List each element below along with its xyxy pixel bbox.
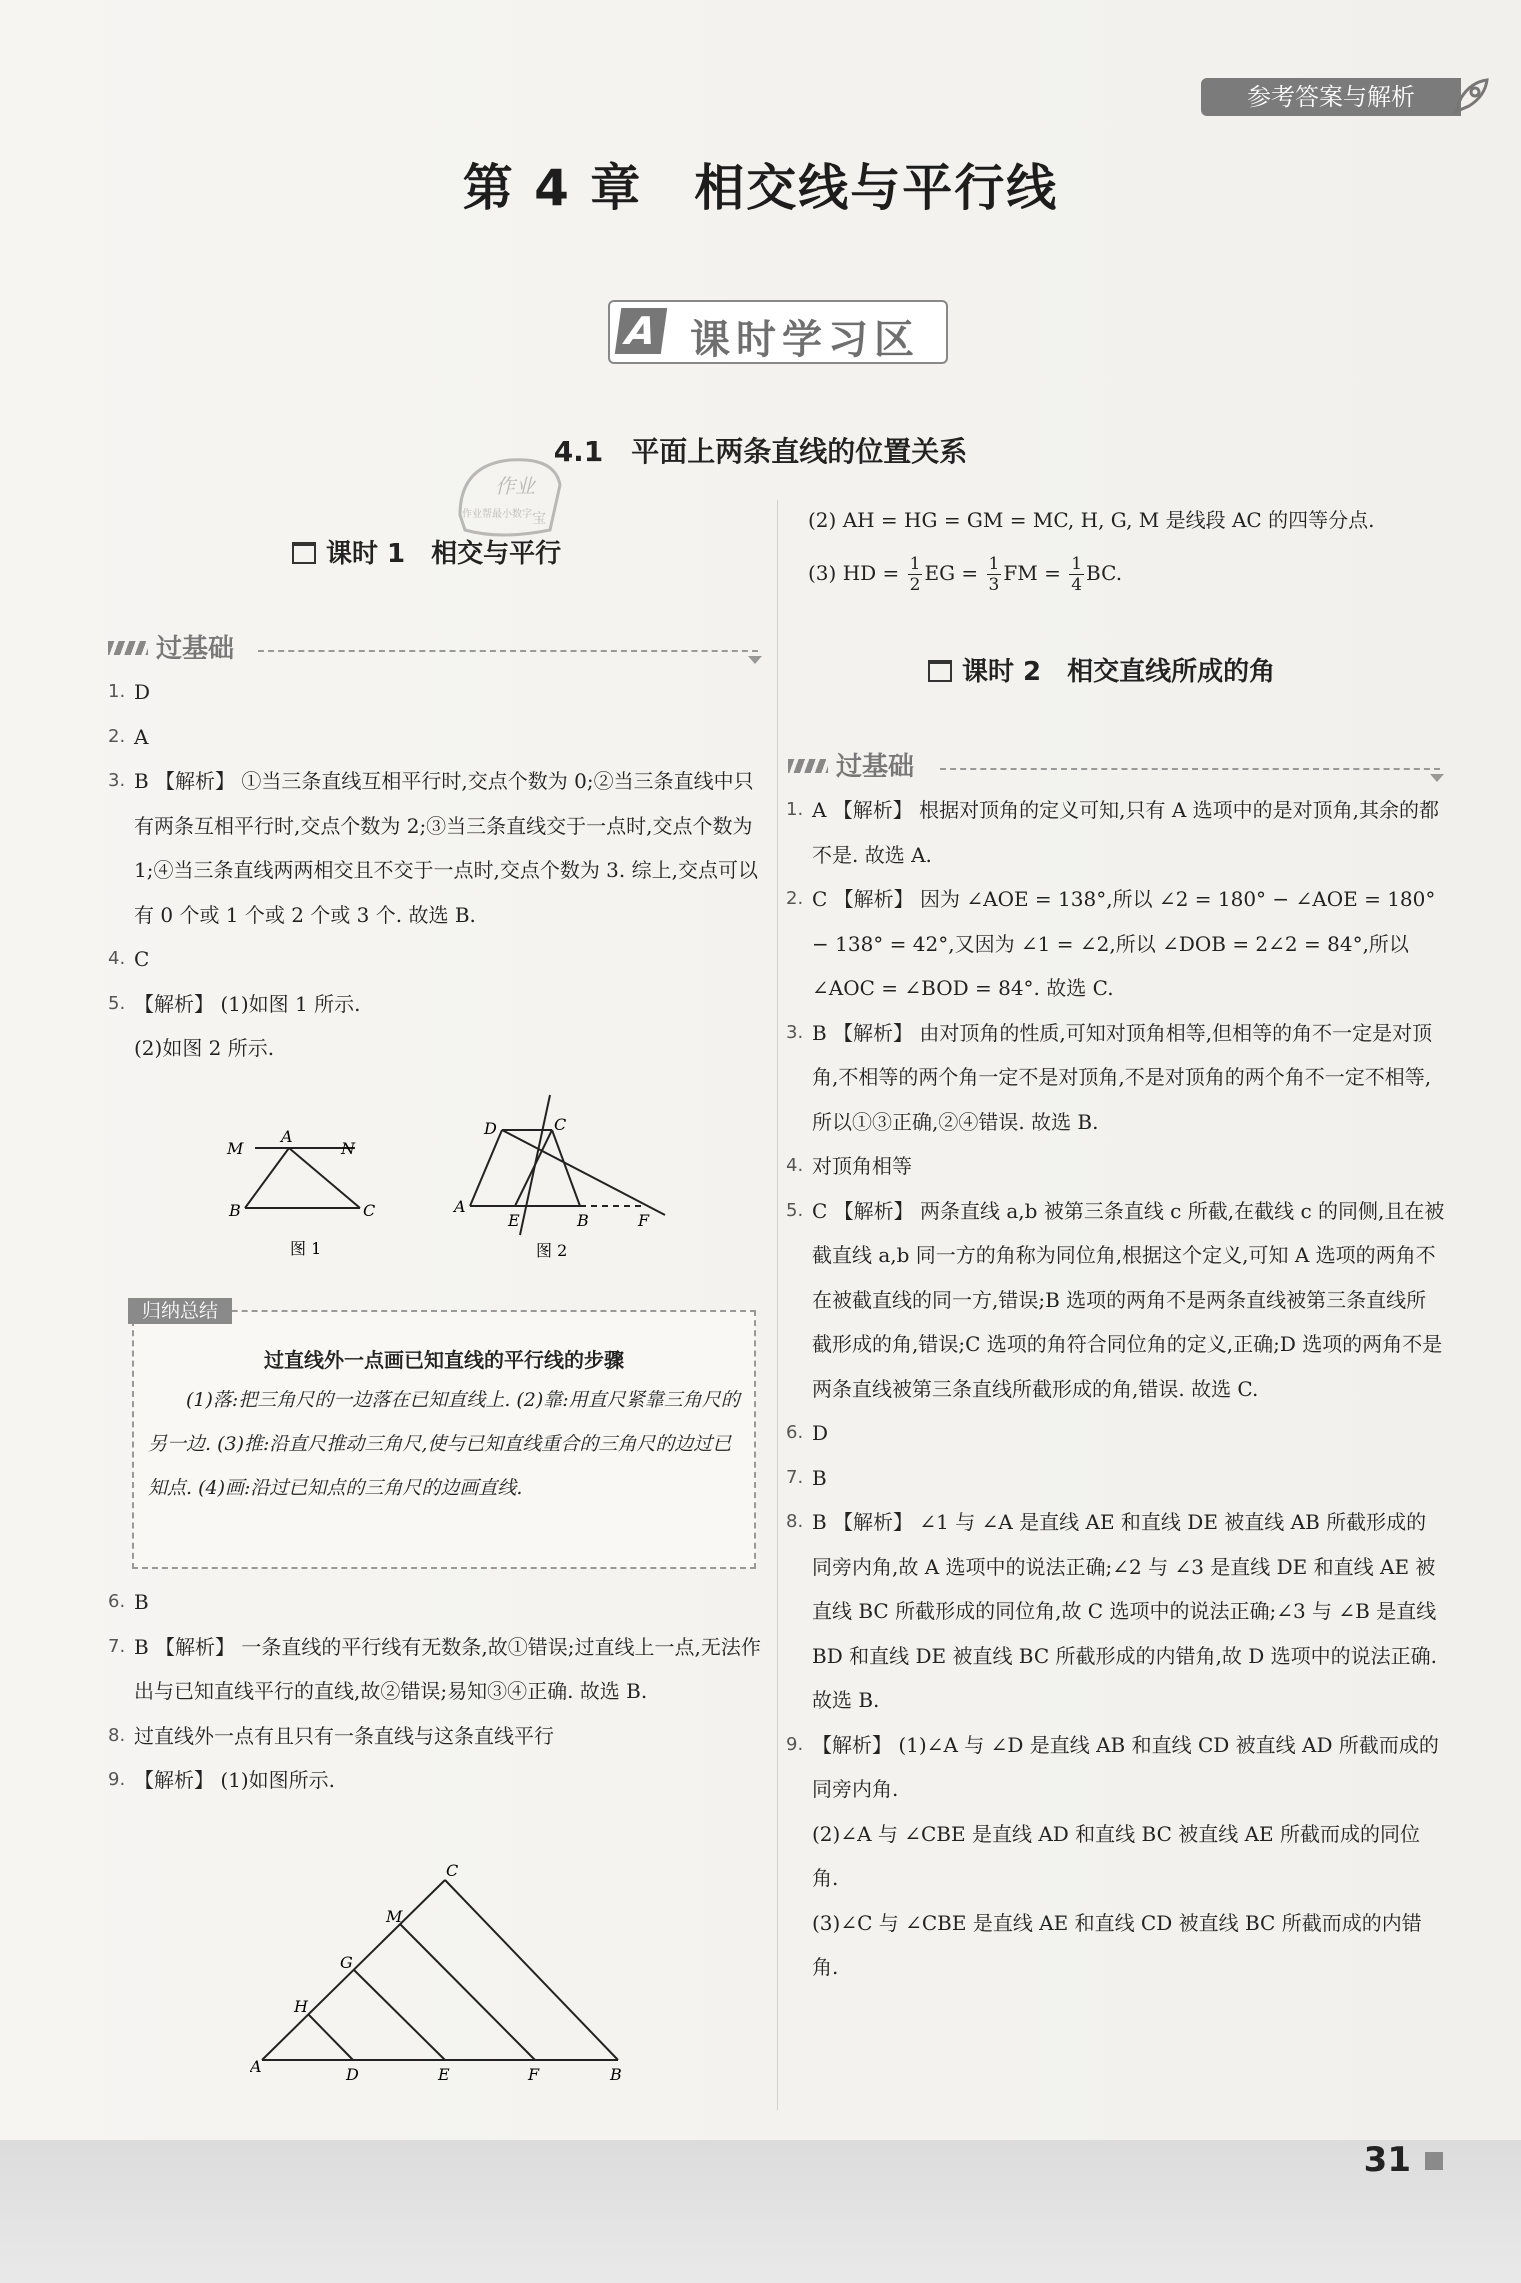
answer-line: (2) AH = HG = GM = MC, H, G, M 是线段 AC 的四等分点. — [808, 508, 1375, 532]
answer-item: 9. 【解析】 (1)∠A 与 ∠D 是直线 AB 和直线 CD 被直线 AD 所截而成的同旁内角. — [786, 1732, 1439, 1801]
summary-title: 过直线外一点画已知直线的平行线的步骤 — [264, 1348, 624, 1372]
answer-item: 3. B 【解析】 由对顶角的性质,可知对顶角相等,但相等的角不一定是对顶角,不相等的两个角一定不是对顶角,不是对顶角的两个角不一定不相等,所以①③正确,②④错误. 故选 B. — [786, 1020, 1433, 1134]
stripes-icon — [108, 641, 148, 655]
page-number: 31 — [1363, 2140, 1411, 2180]
fig3-label: A — [250, 2057, 262, 2076]
fig3-label: D — [346, 2065, 359, 2084]
column-divider — [777, 500, 778, 2110]
answer-item: 4. C — [108, 947, 150, 971]
fig3-label: G — [340, 1953, 353, 1972]
answer-item: 5. 【解析】 (1)如图 1 所示. — [108, 991, 361, 1016]
header-tab: 参考答案与解析 — [1201, 78, 1461, 116]
heading-rule — [940, 768, 1440, 770]
fig2-label: C — [554, 1115, 567, 1134]
right-answers — [786, 788, 1446, 1990]
fraction: $\frac{1}{2}$ — [909, 553, 921, 595]
footer-band — [0, 2140, 1521, 2283]
answer-item: 4. 对顶角相等 — [786, 1154, 912, 1178]
fig2-caption: 图 2 — [536, 1241, 568, 1260]
answer-item: (3)∠C 与 ∠CBE 是直线 AE 和直线 CD 被直线 BC 所截而成的内错角. — [812, 1910, 1422, 1979]
fig2-label: D — [484, 1119, 497, 1138]
fig2-label: F — [638, 1211, 650, 1230]
figure-2 — [440, 1090, 680, 1265]
answer-item: 3. B 【解析】 ①当三条直线互相平行时,交点个数为 0;②当三条直线中只有两条互相平行时,交点个数为 2;③当三条直线交于一点时,交点个数为 1;④当三条直线两两相交且不交于一点时,交点个数为 3. 综上,交点可以有 0 个或 1 个或 2 个或 3 个. 故选 B. — [108, 769, 758, 927]
figure-1 — [215, 1120, 395, 1260]
answer-item: (2)如图 2 所示. — [134, 1036, 275, 1060]
page-marker — [1425, 2152, 1443, 2170]
stamp-line3: 宝 — [532, 511, 546, 527]
fraction: $\frac{1}{4}$ — [1071, 553, 1083, 595]
zone-label: 课时学习区 — [690, 317, 920, 363]
answer-item: 2. C 【解析】 因为 ∠AOE = 138°,所以 ∠2 = 180° − ∠AOE = 180° − 138° = 42°,又因为 ∠1 = ∠2,所以 ∠DOB = 2∠2 = 84°,所以 ∠AOC = ∠BOD = 84°. 故选 C. — [786, 887, 1436, 1000]
fig3-label: H — [294, 1997, 308, 2016]
answer-item: 1. D — [108, 680, 151, 704]
left-answers-2 — [108, 1580, 768, 1803]
answer-item: 8. 过直线外一点有且只有一条直线与这条直线平行 — [108, 1723, 554, 1748]
fig1-label: C — [363, 1201, 376, 1220]
stamp-line1: 作业 — [495, 474, 535, 498]
fig2-label: A — [454, 1197, 466, 1216]
fig1-label: A — [281, 1127, 293, 1146]
heading-rule — [258, 650, 758, 652]
watermark-stamp — [440, 445, 570, 545]
answer-line-fractions: (3) HD = $\frac{1}{2}$ EG = $\frac{1}{3}$ FM = $\frac{1}{4}$ BC. — [808, 553, 1123, 595]
fig2-label: E — [508, 1211, 520, 1230]
lesson-icon — [928, 660, 952, 682]
fig3-label: M — [386, 1907, 403, 1926]
chapter-title: 第 4 章 相交线与平行线 — [462, 159, 1059, 217]
left-answers-1 — [108, 670, 768, 1071]
stripes-icon — [788, 759, 828, 773]
answer-item: 7. B 【解析】 一条直线的平行线有无数条,故①错误;过直线上一点,无法作出与已知直线平行的直线,故②错误;易知③④正确. 故选 B. — [108, 1634, 761, 1703]
lesson-1-title: 课时 1 相交与平行 — [292, 533, 561, 570]
answer-item: 6. D — [786, 1421, 829, 1445]
fig1-label: M — [227, 1139, 244, 1158]
fig1-label: B — [229, 1201, 241, 1220]
summary-body: (1)落:把三角尺的一边落在已知直线上. (2)靠:用直尺紧靠三角尺的另一边. (3)推:沿直尺推动三角尺,使与已知直线重合的三角尺的边过已知点. (4)画:沿过已知点的三角尺的边画直线. — [148, 1389, 740, 1499]
fig1-caption: 图 1 — [290, 1239, 322, 1258]
answer-item: (2)∠A 与 ∠CBE 是直线 AD 和直线 BC 被直线 AE 所截而成的同位角. — [812, 1821, 1420, 1890]
base-heading-right: 过基础 — [788, 746, 914, 783]
zone-banner — [608, 300, 948, 364]
lesson-icon — [292, 542, 316, 564]
right-continuation — [808, 498, 1448, 603]
stamp-line2: 作业帮最小数字 — [462, 509, 532, 520]
figure-3 — [250, 1862, 630, 2087]
answer-item: 7. B — [786, 1465, 827, 1490]
answer-item: 8. B 【解析】 ∠1 与 ∠A 是直线 AE 和直线 DE 被直线 AB 所截形成的同旁内角,故 A 选项中的说法正确;∠2 与 ∠3 是直线 DE 和直线 AE 被直线 BC 所截形成的同位角,故 C 选项中的说法正确;∠3 与 ∠B 是直线 BD 和直线 DE 被直线 BC 所截形成的内错角,故 D 选项中的说法正确. 故选 B. — [786, 1510, 1437, 1712]
answer-item: 6. B — [108, 1590, 149, 1614]
summary-tag: 归纳总结 — [128, 1298, 232, 1324]
rocket-icon — [1447, 74, 1493, 120]
summary-box — [132, 1310, 756, 1569]
answer-item: 1. A 【解析】 根据对顶角的定义可知,只有 A 选项中的是对顶角,其余的都不是. 故选 A. — [786, 798, 1440, 867]
fig3-label: E — [438, 2065, 450, 2084]
base-heading-left: 过基础 — [108, 628, 234, 665]
zone-letter: A — [615, 308, 667, 354]
fig3-label: B — [610, 2065, 622, 2084]
answer-item: 2. A — [108, 724, 149, 749]
section-title: 4.1 平面上两条直线的位置关系 — [553, 435, 968, 468]
fig1-label: N — [341, 1139, 355, 1158]
lesson-2-title: 课时 2 相交直线所成的角 — [928, 651, 1275, 688]
answer-item: 5. C 【解析】 两条直线 a,b 被第三条直线 c 所截,在截线 c 的同侧,且在被截直线 a,b 同一方的角称为同位角,根据这个定义,可知 A 选项的两角不在被截直线的同一方,错误;B 选项的两角不是两条直线被第三条直线所截形成的角,错误;C 选项的角符合同位角的定义,正确;D 选项的两角不是两条直线被第三条直线所截形成的角,错误. 故选 C. — [786, 1198, 1445, 1401]
fig3-label: C — [446, 1862, 459, 1880]
fraction: $\frac{1}{3}$ — [988, 553, 1000, 595]
fig2-label: B — [577, 1211, 589, 1230]
fig3-label: F — [528, 2065, 540, 2084]
answer-item: 9. 【解析】 (1)如图所示. — [108, 1768, 336, 1792]
